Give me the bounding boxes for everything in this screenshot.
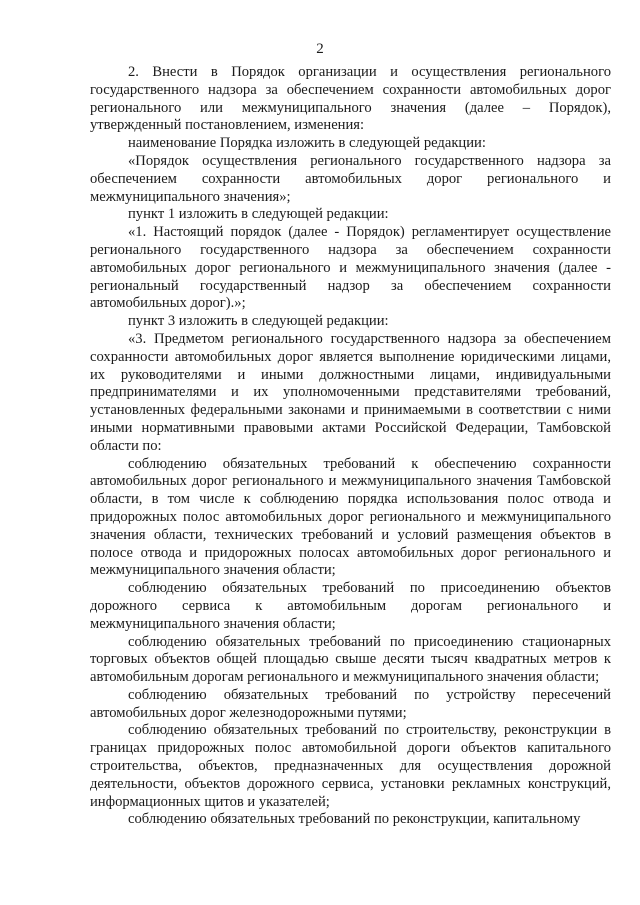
paragraph: «Порядок осуществления регионального государственного надзора за обеспечением сохранности автомобильных дорог регионального и межмуниципального значения»;: [90, 152, 611, 205]
paragraph: соблюдению обязательных требований по присоединению объектов дорожного сервиса к автомобильным дорогам регионального и межмуниципального значения области;: [90, 580, 611, 632]
paragraph: соблюдению обязательных требований по устройству пересечений автомобильных дорог железнодорожными путями;: [90, 686, 611, 721]
paragraph: наименование Порядка изложить в следующей редакции:: [128, 135, 486, 152]
paragraph: «3. Предметом регионального государственного надзора за обеспечением сохранности автомобильных дорог является выполнение юридическими лицами, их руководителями и иными должностными лицами, индивидуальными предпринимателями и их уполномоченными представителями требований, установленных федеральными законами и принимаемыми в соответствии с ними иными нормативными правовыми актами Российской Федерации, Тамбовской области по:: [90, 330, 611, 454]
paragraph: соблюдению обязательных требований по присоединению стационарных торговых объектов общей площадью свыше десяти тысяч квадратных метров к автомобильным дорогам регионального и межмуниципального значения области;: [90, 633, 611, 686]
paragraph: пункт 3 изложить в следующей редакции:: [128, 313, 389, 330]
paragraph: 2. Внести в Порядок организации и осуществления регионального государственного надзора за обеспечением сохранности автомобильных дорог регионального или межмуниципального значения (далее – Порядок), утвержденный постановлением, изменения:: [90, 64, 611, 134]
paragraph: соблюдению обязательных требований по строительству, реконструкции в границах придорожных полос автомобильной дороги объектов капитального строительства, объектов, предназначенных для осуществления дорожной деятельности, объектов дорожного сервиса, установки рекламных конструкций, информационных щитов и указателей;: [90, 722, 611, 810]
page-number: 2: [316, 41, 324, 57]
document-body: [90, 64, 611, 829]
paragraph: соблюдению обязательных требований по реконструкции, капитальному: [128, 811, 581, 828]
paragraph: «1. Настоящий порядок (далее - Порядок) регламентирует осуществление регионального государственного надзора за обеспечением сохранности автомобильных дорог регионального и межмуниципального значения (далее - региональный государственный надзор за обеспечением сохранности автомобильных дорог).»;: [90, 224, 611, 312]
paragraph: соблюдению обязательных требований к обеспечению сохранности автомобильных дорог регионального и межмуниципального значения Тамбовской области, в том числе к соблюдению порядка использования полос отвода и придорожных полос автомобильных дорог регионального и межмуниципального значения области, технических требований и условий размещения объектов в полосе отвода и придорожных полосах автомобильных дорог регионального и межмуниципального значения области;: [90, 455, 611, 579]
paragraph: пункт 1 изложить в следующей редакции:: [128, 206, 389, 223]
